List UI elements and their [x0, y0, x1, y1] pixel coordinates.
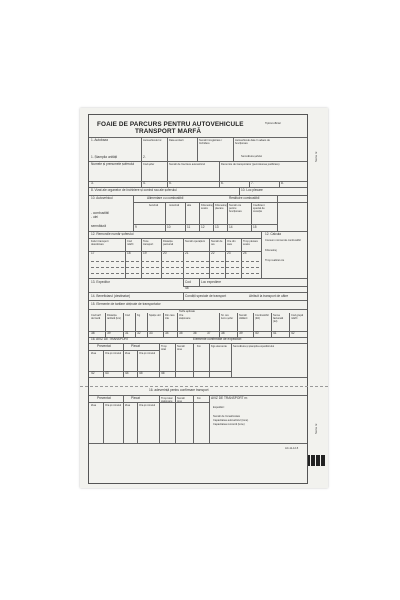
num-t5: 33: [149, 331, 153, 335]
vizat-label: 8. Vizat ale organelor de închiriere și control rau ale șoferului: [91, 188, 177, 192]
col-numar-operatiuni: Număr operațiuni: [185, 240, 205, 243]
num-3: 3.: [91, 181, 94, 185]
col-timp-plecare: Timp plecare sosire: [243, 240, 258, 246]
autovehicul-label: 10. Autovehicul: [91, 196, 113, 200]
semnatura-expeditor-label: Semnătura și ștampila expeditorului: [233, 345, 275, 348]
num-15: 15: [253, 225, 257, 229]
stampila-unitatii-label: 1. Ștampila unității: [91, 155, 118, 159]
consum-normat-label: Consum normat de combustibil: [265, 239, 301, 242]
elemente-tarifare-header: 15. Elemente de tarifare obținute de transportator: [91, 302, 161, 306]
num-t9: 37: [207, 331, 211, 335]
col-ore-stationare: Ore staționare: [179, 314, 191, 320]
num-t7: 35: [179, 331, 183, 335]
numar-inregistrare-label: Număr înregistrare / închidere: [199, 139, 223, 145]
autovehicule-unitate-label: Autovehicule date în adaos de funcționare: [235, 139, 270, 145]
ulei-label: - ulei: [91, 215, 98, 219]
col-km-plecare: Kilometraj plecare: [215, 204, 227, 210]
semnatura-label: semnătură: [91, 224, 107, 228]
num-t6: 34: [165, 331, 169, 335]
num-6: 6.: [221, 181, 224, 185]
autobaza-label: 1. Autobaza: [91, 138, 108, 142]
semnatura-sefului-label: Semnătura șefului: [241, 155, 262, 158]
prezentat-label: Prezentat: [97, 344, 111, 348]
tear-prezentat-label: Prezentat: [97, 396, 111, 400]
adeverinta-header: 16. adeverință pentru confirmare transport: [149, 388, 209, 392]
tear-numar-tone-label: Număr tone: [177, 397, 185, 403]
col-numar-calatori: Număr călători: [239, 314, 248, 320]
num-2: 2.: [143, 155, 146, 159]
num-48: 48: [185, 286, 189, 290]
col-numar-ore-s5: Număr de ore: [211, 240, 223, 246]
col-cod-marfii: Cod mărfii: [127, 240, 134, 246]
loc-plecare-label: 10. Loc plecare: [241, 188, 263, 192]
num-s8-3: 44: [125, 371, 129, 375]
num-11: 11: [187, 225, 191, 229]
num-t12: 40: [255, 331, 259, 335]
cod-expeditor-label: Cod: [185, 280, 191, 284]
data-emiterii-label: Data emiterii: [169, 139, 184, 142]
col-km-sosire: Kilometraj sosire: [201, 204, 213, 210]
plecat-label: Plecat: [131, 344, 140, 348]
num-21: 21: [185, 251, 189, 255]
num-22: 22: [211, 251, 215, 255]
tear-km-label: Km: [197, 397, 201, 400]
combustibil-label: - combustibil: [91, 211, 109, 215]
tear-capacitate-remorca-line: Capacitatea remorcă (tone): [213, 423, 245, 426]
num-8: 8.: [281, 181, 284, 185]
num-19: 19: [143, 251, 147, 255]
auto-nr-label: Autovehiculul nr.: [143, 139, 163, 142]
col-din-care-zile: Din care zile: [165, 314, 175, 320]
col-cod-grupa: Cod grupă mărfii: [291, 314, 304, 320]
num-23: 23: [227, 251, 231, 255]
elemente-confirmate-label: Elemente confirmate de expeditori: [193, 337, 242, 341]
num-s8-2: 43: [105, 371, 109, 375]
tear-col-ziua-1: Ziua: [91, 404, 97, 407]
col-combustibil-litri: Combustibil (litri): [255, 314, 269, 320]
tear-off-line: [80, 386, 328, 387]
tear-timp-label: Timp total staționare: [161, 397, 173, 403]
numar-inscriere-label: Număr de înscriere autovehicul: [169, 163, 205, 166]
col-kg: Kg: [137, 314, 141, 317]
num-17: 17: [91, 251, 95, 255]
tear-col-ora-2: Ora și minutul: [139, 404, 155, 407]
num-14: 14: [229, 225, 233, 229]
num-4: 4.: [143, 181, 146, 185]
kilometraj-label: Kilometraj: [265, 249, 277, 252]
tear-nr-inmatriculare-line: Număr de înmatriculare: [213, 415, 241, 418]
col-ore-din-care: Ore din care: [227, 240, 236, 246]
restituire-label: Restituire combustibil: [229, 196, 260, 200]
timp-total-label: Timp total: [161, 345, 167, 351]
col-distanta-tarifara: Distanța tarifară (km): [107, 314, 121, 320]
tear-plecat-label: Plecat: [131, 396, 140, 400]
loc-expediere-label: Loc expediere: [201, 280, 222, 284]
beneficiar-label: 14. Beneficiarul (destinatar): [91, 294, 130, 298]
num-s8-5: 46: [161, 371, 165, 375]
tear-expeditor-line: Expeditor:: [213, 406, 225, 409]
tear-capacitate-auto-line: Capacitatea autovehicul (tone): [213, 419, 249, 422]
num-t1: 38: [91, 331, 95, 335]
tear-aviz-label: AVIZ DE TRANSPORT nr.: [211, 396, 248, 400]
num-10: 10: [167, 225, 171, 229]
col-fel-transport: Feluri transport descărcare: [91, 240, 109, 246]
tipizat-note: Tipizat official: [265, 122, 281, 125]
num-s8-1: 42: [91, 371, 95, 375]
col-ziua-1: Ziua: [91, 352, 97, 355]
num-t3: 31: [125, 331, 129, 335]
col-tone-transport: Tone transport: [143, 240, 154, 246]
atribuit-label: Atribuit la transport de către: [249, 294, 289, 298]
num-13: 13: [215, 225, 219, 229]
num-t14: 42: [291, 331, 295, 335]
tear-col-ora-1: Ora și minutul: [105, 404, 121, 407]
num-24: 24: [243, 251, 247, 255]
num-t2: 39: [107, 331, 111, 335]
aviz-transport-label: 16. AVIZ DE TRANSPORT: [91, 337, 129, 341]
num-7: 7.: [251, 181, 254, 185]
conditii-speciale-label: Condiții speciale de transport: [185, 294, 227, 298]
num-t13: 41: [273, 331, 277, 335]
col-ore-lucru: Nr. ore lucru șofer: [221, 314, 234, 320]
col-cod-tarif: Cod tarif de bază: [91, 314, 101, 320]
num-t10: 38: [221, 331, 225, 335]
num-9: 9: [135, 225, 137, 229]
num-18: 18: [127, 251, 131, 255]
trip-sheet-form: [88, 114, 308, 484]
col-suma-facturata: Suma facturată (lei): [273, 314, 284, 323]
col-distanta: Distanța parcursă: [163, 240, 174, 246]
num-t4: 32: [137, 331, 141, 335]
kgs-elemente-label: Kgs elemente: [211, 345, 227, 348]
form-title-line1: FOAIE DE PARCURS PENTRU AUTOVEHICULE: [97, 121, 244, 128]
barcode-icon: [308, 455, 326, 466]
col-ziua-2: Ziua: [125, 352, 131, 355]
trip-sheet-page: [80, 108, 328, 488]
expeditor-label: 13. Expeditor: [91, 280, 110, 284]
km-label: Km: [197, 345, 201, 348]
form-title-line2: TRANSPORT MARFĂ: [135, 128, 202, 135]
num-5: 5.: [169, 181, 172, 185]
col-ora-1: Ora și minutul: [105, 352, 121, 355]
col-spatiu-util: Spațiu util: [149, 314, 161, 317]
col-numar-ore: Număr ore pentru funcționare: [229, 204, 242, 213]
numar-tone-label: Număr tone: [177, 345, 185, 351]
col-alte: alte: [187, 204, 192, 207]
tear-form-code: AC-11-12-5: [285, 447, 299, 450]
alimentare-label: Alimentare cu combustibil: [147, 196, 184, 200]
col-motorina: motorină: [169, 204, 180, 207]
timp-realizat-label: Timp realizat ore: [265, 259, 285, 262]
tarife-aplicate-label: Tarife aplicate: [179, 310, 196, 313]
num-s8-4: 45: [139, 371, 143, 375]
col-cod-s7: Cod: [125, 314, 130, 317]
col-benzina: benzină: [149, 204, 159, 207]
cod-sofer-label: Cod șofer: [143, 163, 155, 166]
tear-col-ziua-2: Ziua: [125, 404, 131, 407]
num-12: 12: [201, 225, 205, 229]
num-20: 20: [163, 251, 167, 255]
col-coeficient: Coeficient special de corecție: [253, 204, 265, 213]
num-t8: 36: [193, 331, 197, 335]
serie-label-bottom: Seria nr.: [314, 422, 318, 434]
denumire-transportator-label: Denumire de transportator (permisiunea justificare): [221, 163, 280, 166]
nume-sofer-label: Numele și prenumele șoferului: [91, 162, 135, 166]
remorci-header: 12. Remorcile număr șoferului: [91, 232, 134, 236]
serie-label-top: Seria nr.: [314, 150, 318, 162]
num-t11: 39: [239, 331, 243, 335]
calcula-label: 12. Calcula: [265, 232, 281, 236]
col-ora-2: Ora și minutul: [139, 352, 155, 355]
